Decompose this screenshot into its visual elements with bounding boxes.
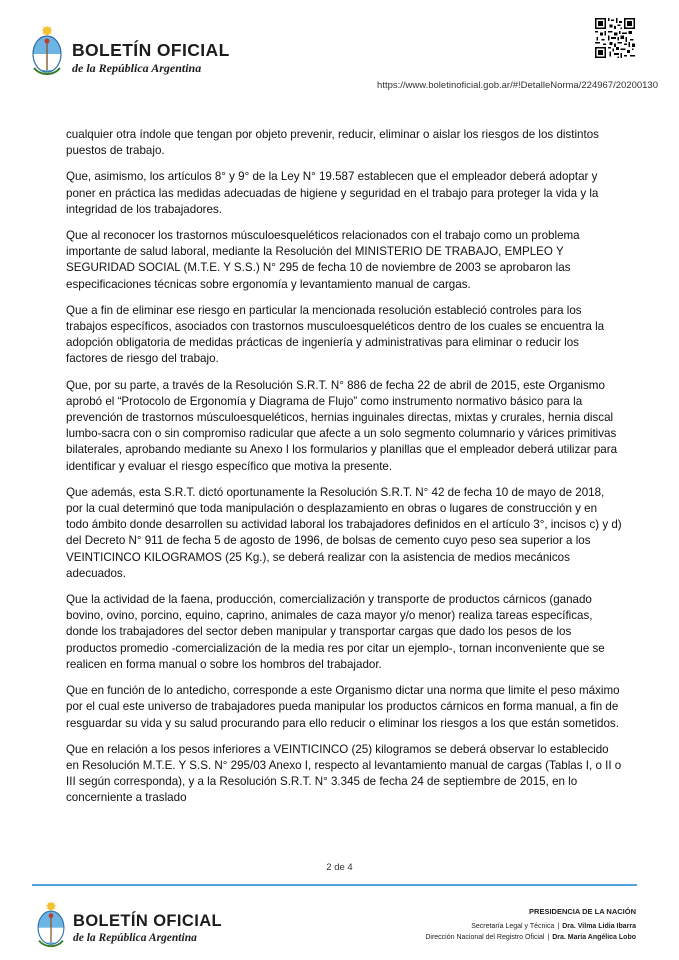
paragraph: Que la actividad de la faena, producción, comercialización y transporte de productos cárnicos (ganado bovino, ovino, porcino, equino, caprino, animales de caza mayor y/o menor) realiza tareas específicas, donde los trabajadores del sector deben manipular y transportar cargas que dado los pesos de los productos promedio -comercialización de la media res por citar un ejemplo-, tornan inconveniente que se realicen en forma manual o sobre los hombros del trabajador. [66, 593, 605, 671]
brand-title: BOLETÍN OFICIAL [72, 40, 230, 60]
credit-line-2 [425, 932, 636, 944]
paragraph: Que en función de lo antedicho, corresponde a este Organismo dictar una norma que limite el peso máximo por el cual este universo de trabajadores pueda manipular los productos cárnicos en forma manual, a fin de resguardar su vida y su salud procurando para ello reducir o eliminar los riesgos a los que están sometidos. [66, 684, 620, 730]
document-body [66, 127, 622, 817]
page-header [0, 0, 679, 100]
brand-subtitle: de la República Argentina [72, 61, 202, 75]
document-url[interactable]: https://www.boletinoficial.gob.ar/#!DetalleNorma/224967/20200130 [377, 80, 658, 91]
separator: | [557, 922, 560, 930]
coat-of-arms-icon [36, 900, 66, 948]
footer-divider [32, 884, 637, 886]
official-name: Dra. María Angélica Lobo [552, 934, 636, 941]
separator: | [547, 934, 550, 941]
office-label: Secretaría Legal y Técnica [471, 922, 555, 930]
official-name: Dra. Vilma Lidia Ibarra [562, 922, 636, 930]
office-label: Dirección Nacional del Registro Oficial [425, 934, 545, 941]
paragraph: cualquier otra índole que tengan por objeto prevenir, reducir, eliminar o aislar los riesgos de los distintos puestos de trabajo. [66, 128, 599, 158]
qr-code-icon [595, 18, 635, 58]
paragraph: Que al reconocer los trastornos músculoesqueléticos relacionados con el trabajo como un problema importante de salud laboral, mediante la Resolución del MINISTERIO DE TRABAJO, EMPLEO Y SEGURIDAD SOCIAL (M.T.E. Y S.S.) N° 295 de fecha 10 de noviembre de 2003 se aprobaron las especificaciones técnicas sobre ergonomía y levantamiento manual de cargas. [66, 229, 580, 291]
paragraph: Que a fin de eliminar ese riesgo en particular la mencionada resolución estableció controles para los trabajos específicos, asociados con trastornos musculoesqueléticos dentro de los cuales se encuentra la adopción obligatoria de medidas prácticas de ingeniería y administrativas para eliminar o reducir los factores de riesgo del trabajo. [66, 303, 605, 366]
page-number: 2 de 4 [326, 862, 353, 873]
footer-brand-title: BOLETÍN OFICIAL [73, 912, 222, 930]
paragraph: Que además, esta S.R.T. dictó oportunamente la Resolución S.R.T. N° 42 de fecha 10 de mayo de 2018, por la cual determinó que toda manipulación o desplazamiento en obras o lugares de construcción y en todo ámbito donde desarrollen su actividad laboral los trabajadores definidos en el artículo 3°, incisos c) y d) del Decreto N° 911 de fecha 5 de agosto de 1996, de bolsas de cemento cuyo peso sea superior a los VEINTICINCO KILOGRAMOS (25 Kg.), se deberá realizar con la asistencia de medios mecánicos adecuados. [66, 485, 622, 580]
footer-brand-subtitle: de la República Argentina [73, 932, 197, 944]
footer-credits [425, 906, 636, 944]
credit-line-1 [425, 921, 636, 933]
paragraph: Que, asimismo, los artículos 8° y 9° de la Ley N° 19.587 establecen que el empleador deberá adoptar y poner en práctica las medidas adecuadas de higiene y seguridad en el trabajo para proteger la vida y la integridad de los trabajadores. [66, 170, 599, 216]
presidency-label: PRESIDENCIA DE LA NACIÓN [529, 907, 636, 916]
coat-of-arms-icon [31, 24, 63, 76]
paragraph: Que, por su parte, a través de la Resolución S.R.T. N° 886 de fecha 22 de abril de 2015, este Organismo aprobó el “Protocolo de Ergonomía y Diagrama de Flujo” como instrumento normativo básico para la prevención de trastornos músculoesqueléticos, hernias inguinales directas, mixtas y crurales, hernia discal lumbo-sacra con o sin compromiso radicular que afecte a un solo segmento columnario y várices primitivas bilaterales, aprobando mediante su Anexo I los formularios y planillas que el empleador deberá utilizar para identificar y evaluar el riesgo específico que motiva la presente. [66, 378, 618, 473]
paragraph: Que en relación a los pesos inferiores a VEINTICINCO (25) kilogramos se deberá observar lo establecido en Resolución M.T.E. Y S.S. N° 295/03 Anexo I, respecto al levantamiento manual de cargas (Tablas I, o II o III según corresponda), y a la Resolución S.R.T. N° 3.345 de fecha 24 de septiembre de 2015, en lo concerniente a traslado [66, 742, 622, 805]
